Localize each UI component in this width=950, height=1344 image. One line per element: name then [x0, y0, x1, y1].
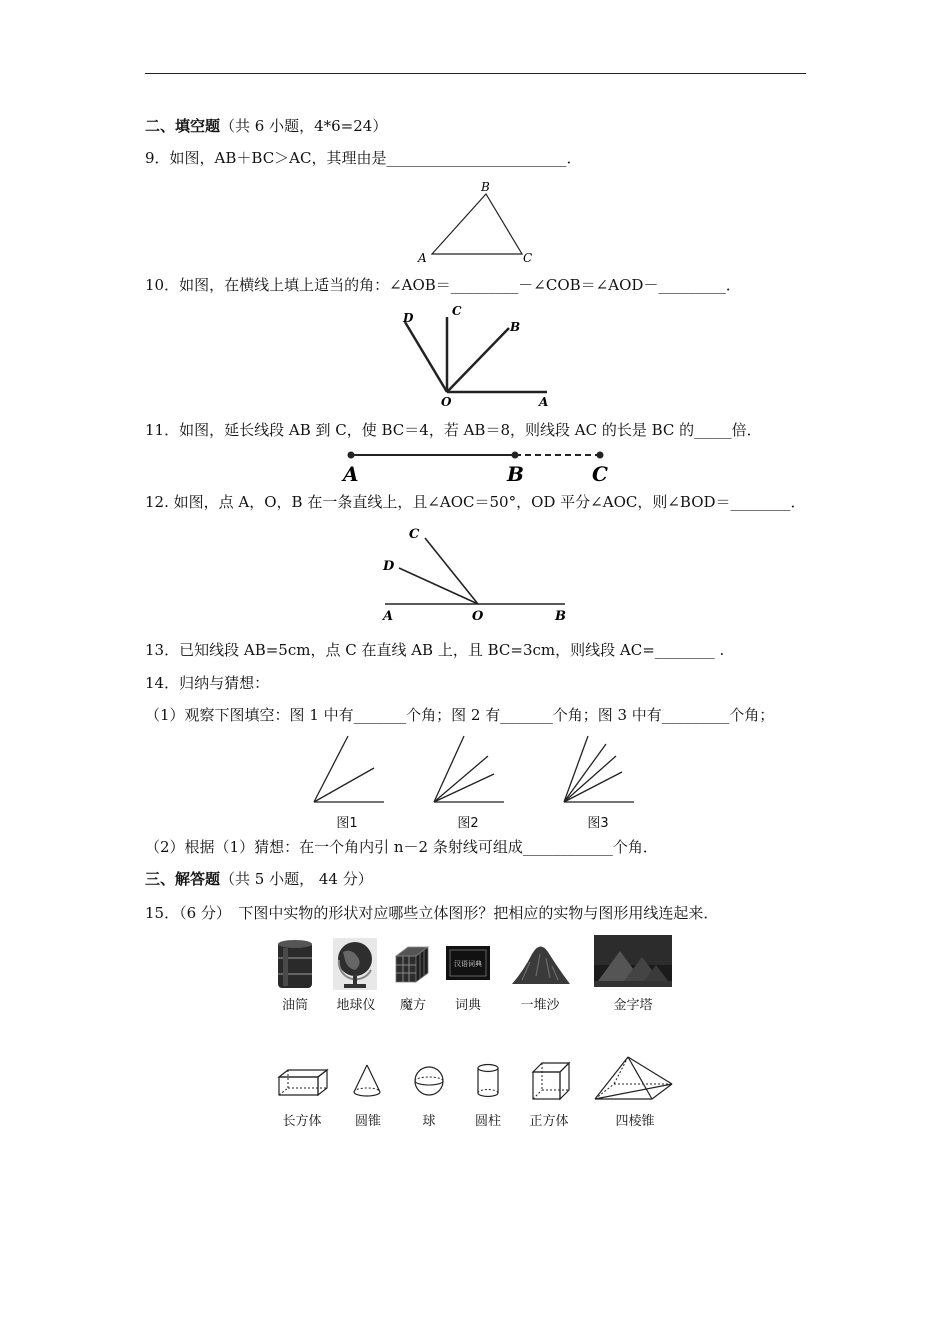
- q14-caption-1: 图1: [336, 816, 358, 831]
- q10-text: 10．如图，在横线上填上适当的角：∠AOB＝_________－∠COB＝∠AOD－_________．: [145, 276, 741, 294]
- q9-blank: ____________________: [401, 149, 552, 167]
- q11-label-a: A: [343, 462, 359, 485]
- object-label-dictionary: 词典: [454, 998, 481, 1013]
- q11-text: 11．如图，延长线段 AB 到 C，使 BC＝4，若 AB＝8，则线段 AC 的长是 BC 的_____倍．: [145, 421, 762, 439]
- q14-caption-3: 图3: [587, 816, 609, 831]
- ray-od: [405, 322, 447, 392]
- q12-angle-figure: [375, 522, 575, 622]
- q15-text: 15．（6 分） 下图中实物的形状对应哪些立体图形？把相应的实物与图形用线连起来．: [145, 904, 719, 922]
- solid-label-sphere: 球: [422, 1114, 436, 1129]
- section2-heading: [145, 116, 387, 136]
- q9-end: __．: [551, 149, 582, 167]
- q14-fig2: [430, 732, 510, 806]
- triangle-abc: [432, 194, 522, 254]
- q13-text: 13．已知线段 AB=5cm，点 C 在直线 AB 上，且 BC=3cm，则线段 AC=________ .: [145, 641, 725, 659]
- q9-label-a: A: [418, 251, 427, 265]
- point-b: [512, 452, 519, 459]
- solid-label-square-pyramid: 四棱锥: [615, 1114, 655, 1129]
- cylinder-solid: [474, 1062, 502, 1100]
- pyramid-photo: [594, 935, 672, 991]
- q10-label-o: O: [441, 395, 452, 409]
- q10-label-b: B: [510, 320, 521, 334]
- point-a: [348, 452, 355, 459]
- sphere-solid: [412, 1064, 446, 1098]
- q11-segment-figure: [335, 443, 625, 485]
- cube-solid: [530, 1060, 572, 1102]
- q12-label-b: B: [555, 609, 566, 622]
- section3-title: 三、解答题: [145, 870, 221, 888]
- q9-label-b: B: [481, 180, 490, 194]
- q12-label-o: O: [472, 609, 484, 622]
- cone-solid: [350, 1062, 384, 1100]
- q9-label-c: C: [523, 251, 533, 265]
- q12-text: 12. 如图，点 A，O，B 在一条直线上，且∠AOC＝50°，OD 平分∠AOC，则∠BOD＝________．: [145, 493, 806, 511]
- q11-label-b: B: [507, 462, 524, 485]
- solid-label-cube: 正方体: [529, 1114, 569, 1129]
- sand-pile-photo: [510, 940, 572, 990]
- cuboid-solid: [276, 1067, 330, 1099]
- q14-caption-2: 图2: [457, 816, 479, 831]
- square-pyramid-solid: [592, 1054, 676, 1102]
- q14-fig1: [310, 732, 390, 806]
- q11-label-c: C: [592, 462, 608, 485]
- q14-part1: （1）观察下图填空：图 1 中有_______个角；图 2 有_______个角；图 3 中有_________个角；: [145, 706, 775, 724]
- ray-od: [399, 568, 478, 604]
- q12-label-d: D: [383, 559, 395, 574]
- object-label-pyramid: 金字塔: [613, 998, 653, 1013]
- q10-label-a: A: [539, 395, 549, 409]
- object-label-sand-pile: 一堆沙: [520, 998, 560, 1013]
- object-label-cube: 魔方: [399, 998, 426, 1013]
- q9-text: [145, 148, 582, 168]
- q14-fig3: [560, 732, 640, 806]
- solid-label-cuboid: 长方体: [282, 1114, 322, 1129]
- globe-photo: [333, 938, 377, 994]
- dictionary-photo: [444, 944, 492, 988]
- section2-note: （共 6 小题，4*6=24）: [220, 117, 388, 135]
- ray-ob: [447, 328, 509, 392]
- oil-drum-photo: [275, 938, 315, 994]
- q9-triangle-figure: [410, 180, 550, 268]
- q12-label-c: C: [409, 527, 420, 542]
- section2-title: 二、填空题: [145, 117, 221, 135]
- q10-label-c: C: [452, 304, 462, 318]
- object-label-globe: 地球仪: [336, 998, 376, 1013]
- solid-label-cone: 圆锥: [354, 1114, 381, 1129]
- solid-label-cylinder: 圆柱: [474, 1114, 501, 1129]
- q9-stem: 9．如图，AB＋BC＞AC，其理由是__: [145, 149, 402, 167]
- q10-angle-figure: [395, 300, 565, 412]
- ray-oc: [425, 538, 478, 604]
- point-c: [597, 452, 604, 459]
- section3-heading: [145, 869, 373, 889]
- rubiks-cube-photo: [392, 944, 434, 990]
- q10-label-d: D: [403, 311, 414, 325]
- q14-text: 14．归纳与猜想：: [145, 674, 270, 692]
- q14-part2: （2）根据（1）猜想：在一个角内引 n－2 条射线可组成____________个角．: [145, 838, 658, 856]
- q12-label-a: A: [383, 609, 394, 622]
- dictionary-cover-text: 汉语词典: [454, 960, 482, 968]
- section3-note: （共 5 小题， 44 分）: [220, 870, 373, 888]
- object-label-oil-drum: 油筒: [281, 998, 308, 1013]
- header-rule: [145, 73, 806, 74]
